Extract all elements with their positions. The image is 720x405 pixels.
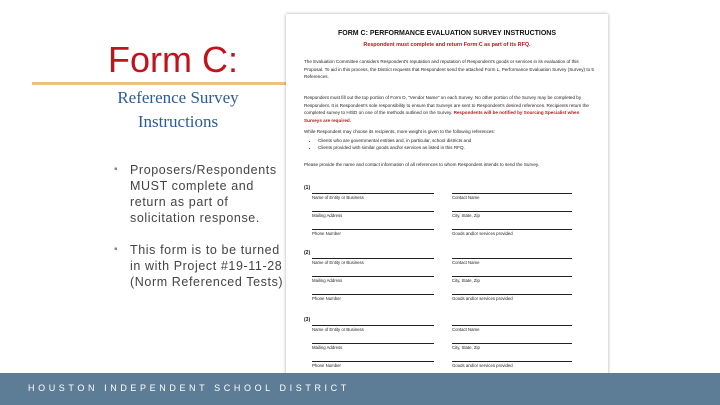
reference-field: Mailing Address [312,276,434,283]
bullet-list [114,162,284,306]
reference-field: Contact Name [452,193,572,200]
subtitle-line: Reference Survey [117,88,239,107]
subtitle-line: Instructions [137,112,219,131]
document-paragraph-2 [304,94,594,124]
reference-field: City, State, Zip [452,211,572,218]
footer-bar [0,373,720,405]
slide-subtitle [80,86,276,134]
reference-number: (3) [304,317,311,323]
reference-field: Mailing Address [312,343,434,350]
reference-field: City, State, Zip [452,343,572,350]
document-red-heading: Respondent must complete and return Form C as part of its RFQ. [363,42,531,48]
reference-field: Phone Number [312,229,434,236]
paragraph-3-text: While Respondent may choose its recipients, more weight is given to the following references: [304,129,495,134]
reference-field: Goods and/or services provided [452,294,572,301]
reference-field: Contact Name [452,258,572,265]
paragraph-2-red-text: Respondents will be notified by Sourcing Specialist when Surveys are required. [304,110,580,123]
criteria-item: • Clients who are governmental entities and, in particular, school districts and [318,137,594,145]
bullet-item [114,162,284,226]
document-paragraph-4: Please provide the name and contact information of all references to whom Respondent intends to send the Survey. [304,162,540,167]
bullet-icon: ▪ [114,164,119,175]
reference-criteria-list [304,137,594,152]
reference-field: Name of Entity or Business [312,325,434,332]
bullet-icon: ▪ [114,244,119,255]
reference-field: City, State, Zip [452,276,572,283]
title-divider [32,82,294,85]
bullet-text: This form is to be turned in with Project #19-11-28 (Norm Referenced Tests) [130,243,284,289]
reference-field: Goods and/or services provided [452,361,572,368]
form-c-document-image [286,14,608,381]
reference-field: Name of Entity or Business [312,193,434,200]
document-paragraph-1: The Evaluation Committee considers Respondent's reputation and reputation of Respondent's goods or services in its evaluation of this Proposal. To aid in this process, the District requests that Respondent send the attached Form L, Performance Evaluation Survey (Survey) to 5 References. [304,59,594,79]
document-paragraph-3 [304,128,594,152]
reference-number: (2) [304,250,311,256]
criteria-item: • Clients provided with similar goods and/or services as listed in this RFQ. [318,144,594,152]
bullet-item [114,242,284,290]
footer-district-name: HOUSTON INDEPENDENT SCHOOL DISTRICT [28,383,350,393]
document-title: FORM C: PERFORMANCE EVALUATION SURVEY INSTRUCTIONS [337,30,557,37]
slide-title: Form C: [108,39,238,80]
bullet-text: Proposers/Respondents MUST complete and return as part of solicitation response. [130,163,277,225]
paragraph-2-text: Respondent must fill out the top portion of Form D, "Vendor Name" on each Survey. No other portion of the Survey may be completed by Respondent. It is Respondent's sole responsibility to ensure that Surveys are sent to Respondent's desired references. Recipients return the completed survey to HISD on one of the methods outlined on the Survey. [304,95,589,115]
reference-field: Contact Name [452,325,572,332]
reference-field: Name of Entity or Business [312,258,434,265]
reference-number: (1) [304,185,311,191]
reference-field: Phone Number [312,294,434,301]
reference-field: Goods and/or services provided [452,229,572,236]
reference-field: Mailing Address [312,211,434,218]
reference-field: Phone Number [312,361,434,368]
